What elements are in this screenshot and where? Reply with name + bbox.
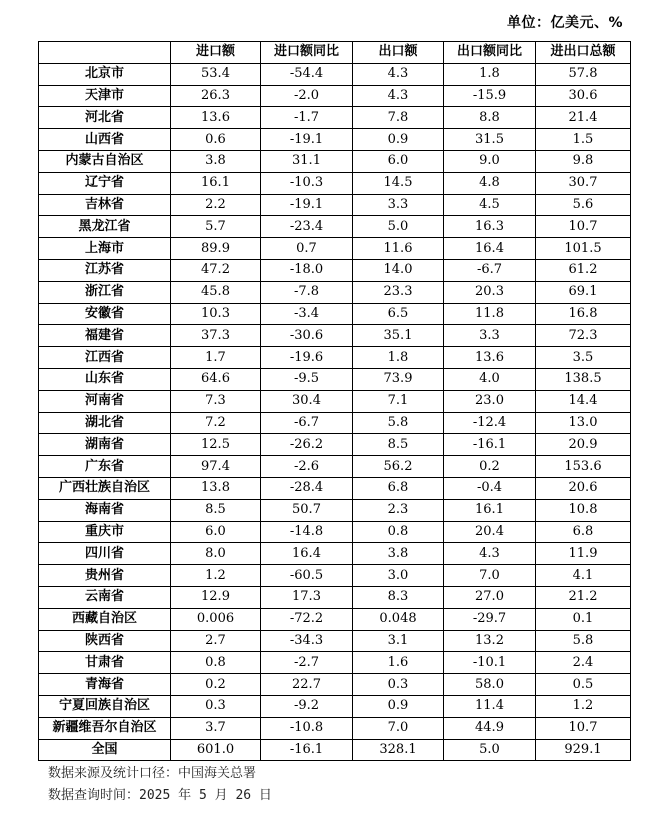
cell-region: 江苏省 — [39, 259, 171, 281]
header-export-yoy: 出口额同比 — [444, 42, 536, 64]
cell-region: 吉林省 — [39, 194, 171, 216]
cell-export-yoy: 11.4 — [444, 695, 536, 717]
table-row — [39, 194, 631, 216]
cell-export-yoy: 58.0 — [444, 674, 536, 696]
table-row — [39, 238, 631, 260]
cell-export-yoy: -0.4 — [444, 477, 536, 499]
cell-total: 9.8 — [536, 150, 631, 172]
cell-export-yoy: 44.9 — [444, 717, 536, 739]
cell-region: 浙江省 — [39, 281, 171, 303]
cell-import-yoy: -2.0 — [261, 85, 353, 107]
header-total: 进出口总额 — [536, 42, 631, 64]
cell-export: 56.2 — [353, 456, 444, 478]
table-row — [39, 434, 631, 456]
table-row — [39, 63, 631, 85]
cell-region: 贵州省 — [39, 565, 171, 587]
cell-import: 3.7 — [171, 717, 261, 739]
cell-export-yoy: 1.8 — [444, 63, 536, 85]
cell-export: 3.8 — [353, 543, 444, 565]
header-import: 进口额 — [171, 42, 261, 64]
cell-region: 宁夏回族自治区 — [39, 695, 171, 717]
cell-export-yoy: 4.0 — [444, 368, 536, 390]
cell-import: 7.2 — [171, 412, 261, 434]
cell-import-yoy: -2.6 — [261, 456, 353, 478]
cell-import: 45.8 — [171, 281, 261, 303]
cell-import-yoy: 16.4 — [261, 543, 353, 565]
cell-export: 3.0 — [353, 565, 444, 587]
cell-export: 4.3 — [353, 63, 444, 85]
cell-import: 89.9 — [171, 238, 261, 260]
table-row — [39, 347, 631, 369]
cell-region: 上海市 — [39, 238, 171, 260]
cell-import: 0.8 — [171, 652, 261, 674]
cell-import-yoy: -19.6 — [261, 347, 353, 369]
cell-region: 安徽省 — [39, 303, 171, 325]
table-body — [39, 63, 631, 761]
cell-import-yoy: 31.1 — [261, 150, 353, 172]
cell-export-yoy: 23.0 — [444, 390, 536, 412]
cell-import-yoy: -34.3 — [261, 630, 353, 652]
cell-import: 47.2 — [171, 259, 261, 281]
cell-import-yoy: -6.7 — [261, 412, 353, 434]
table-row — [39, 499, 631, 521]
cell-import: 16.1 — [171, 172, 261, 194]
cell-export-yoy: 20.3 — [444, 281, 536, 303]
cell-region: 山东省 — [39, 368, 171, 390]
cell-export: 328.1 — [353, 739, 444, 761]
header-export: 出口额 — [353, 42, 444, 64]
table-row — [39, 674, 631, 696]
cell-export-yoy: 27.0 — [444, 586, 536, 608]
footnotes — [48, 763, 272, 807]
cell-export: 0.048 — [353, 608, 444, 630]
cell-total: 5.8 — [536, 630, 631, 652]
table-row — [39, 608, 631, 630]
query-time-note: 数据查询时间：2025 年 5 月 26 日 — [48, 788, 272, 803]
cell-export: 5.8 — [353, 412, 444, 434]
cell-region: 福建省 — [39, 325, 171, 347]
cell-export-yoy: 9.0 — [444, 150, 536, 172]
trade-table — [38, 41, 631, 761]
cell-import-yoy: -9.5 — [261, 368, 353, 390]
cell-import-yoy: -14.8 — [261, 521, 353, 543]
cell-export-yoy: -6.7 — [444, 259, 536, 281]
cell-import-yoy: 17.3 — [261, 586, 353, 608]
cell-import: 13.6 — [171, 107, 261, 129]
cell-region: 辽宁省 — [39, 172, 171, 194]
cell-export-yoy: 16.4 — [444, 238, 536, 260]
cell-export-yoy: -10.1 — [444, 652, 536, 674]
cell-region: 云南省 — [39, 586, 171, 608]
cell-total: 69.1 — [536, 281, 631, 303]
cell-export: 6.5 — [353, 303, 444, 325]
cell-region: 新疆维吾尔自治区 — [39, 717, 171, 739]
cell-export-yoy: -12.4 — [444, 412, 536, 434]
table-row — [39, 695, 631, 717]
cell-export-yoy: 7.0 — [444, 565, 536, 587]
cell-region: 河北省 — [39, 107, 171, 129]
cell-import: 8.5 — [171, 499, 261, 521]
cell-export-yoy: 16.1 — [444, 499, 536, 521]
cell-total: 0.1 — [536, 608, 631, 630]
header-region — [39, 42, 171, 64]
cell-total: 0.5 — [536, 674, 631, 696]
cell-export: 8.3 — [353, 586, 444, 608]
cell-import: 97.4 — [171, 456, 261, 478]
cell-import-yoy: -30.6 — [261, 325, 353, 347]
cell-region: 陕西省 — [39, 630, 171, 652]
table-row — [39, 85, 631, 107]
table-row — [39, 368, 631, 390]
table-row — [39, 281, 631, 303]
cell-export: 6.8 — [353, 477, 444, 499]
cell-import: 5.7 — [171, 216, 261, 238]
cell-total: 2.4 — [536, 652, 631, 674]
cell-total: 3.5 — [536, 347, 631, 369]
cell-region: 甘肃省 — [39, 652, 171, 674]
cell-total: 929.1 — [536, 739, 631, 761]
cell-export: 1.6 — [353, 652, 444, 674]
cell-import-yoy: -19.1 — [261, 194, 353, 216]
cell-import-yoy: -7.8 — [261, 281, 353, 303]
cell-region: 内蒙古自治区 — [39, 150, 171, 172]
cell-export: 35.1 — [353, 325, 444, 347]
cell-import: 64.6 — [171, 368, 261, 390]
cell-total: 21.2 — [536, 586, 631, 608]
cell-import-yoy: -54.4 — [261, 63, 353, 85]
header-import-yoy: 进口额同比 — [261, 42, 353, 64]
cell-total: 6.8 — [536, 521, 631, 543]
cell-export: 7.0 — [353, 717, 444, 739]
cell-import: 0.3 — [171, 695, 261, 717]
cell-total: 153.6 — [536, 456, 631, 478]
cell-region: 青海省 — [39, 674, 171, 696]
cell-export: 3.1 — [353, 630, 444, 652]
cell-import: 2.2 — [171, 194, 261, 216]
cell-import: 37.3 — [171, 325, 261, 347]
table-row — [39, 150, 631, 172]
cell-export-yoy: -29.7 — [444, 608, 536, 630]
cell-export: 0.9 — [353, 695, 444, 717]
cell-total: 10.7 — [536, 717, 631, 739]
table-row — [39, 477, 631, 499]
table-row — [39, 107, 631, 129]
cell-import: 3.8 — [171, 150, 261, 172]
cell-export: 5.0 — [353, 216, 444, 238]
cell-import: 6.0 — [171, 521, 261, 543]
cell-export: 73.9 — [353, 368, 444, 390]
table-header-row — [39, 42, 631, 64]
cell-import: 13.8 — [171, 477, 261, 499]
table-row — [39, 303, 631, 325]
cell-total: 138.5 — [536, 368, 631, 390]
table-row — [39, 565, 631, 587]
cell-export-yoy: -15.9 — [444, 85, 536, 107]
cell-import: 0.006 — [171, 608, 261, 630]
cell-total: 30.7 — [536, 172, 631, 194]
cell-export: 0.8 — [353, 521, 444, 543]
cell-import: 0.2 — [171, 674, 261, 696]
cell-import-yoy: -72.2 — [261, 608, 353, 630]
cell-export-yoy: -16.1 — [444, 434, 536, 456]
cell-total: 20.9 — [536, 434, 631, 456]
cell-export-yoy: 31.5 — [444, 129, 536, 151]
table-row — [39, 521, 631, 543]
cell-import: 1.7 — [171, 347, 261, 369]
cell-import-yoy: -1.7 — [261, 107, 353, 129]
table-row — [39, 739, 631, 761]
cell-export: 1.8 — [353, 347, 444, 369]
cell-total: 61.2 — [536, 259, 631, 281]
cell-export-yoy: 16.3 — [444, 216, 536, 238]
cell-total: 13.0 — [536, 412, 631, 434]
cell-total: 10.8 — [536, 499, 631, 521]
cell-export-yoy: 13.2 — [444, 630, 536, 652]
cell-region: 广东省 — [39, 456, 171, 478]
cell-export-yoy: 0.2 — [444, 456, 536, 478]
table-row — [39, 259, 631, 281]
cell-total: 5.6 — [536, 194, 631, 216]
cell-import-yoy: 22.7 — [261, 674, 353, 696]
cell-import-yoy: -19.1 — [261, 129, 353, 151]
table-row — [39, 630, 631, 652]
cell-export: 14.5 — [353, 172, 444, 194]
source-note: 数据来源及统计口径：中国海关总署 — [48, 766, 257, 781]
cell-export: 0.3 — [353, 674, 444, 696]
cell-import: 10.3 — [171, 303, 261, 325]
cell-export-yoy: 4.5 — [444, 194, 536, 216]
cell-export: 11.6 — [353, 238, 444, 260]
cell-import: 12.9 — [171, 586, 261, 608]
cell-total: 57.8 — [536, 63, 631, 85]
cell-import: 26.3 — [171, 85, 261, 107]
cell-export-yoy: 8.8 — [444, 107, 536, 129]
cell-total: 11.9 — [536, 543, 631, 565]
cell-export-yoy: 3.3 — [444, 325, 536, 347]
cell-total: 4.1 — [536, 565, 631, 587]
cell-region: 湖北省 — [39, 412, 171, 434]
cell-export: 7.8 — [353, 107, 444, 129]
cell-total: 20.6 — [536, 477, 631, 499]
cell-import-yoy: 30.4 — [261, 390, 353, 412]
cell-export-yoy: 4.8 — [444, 172, 536, 194]
cell-import: 2.7 — [171, 630, 261, 652]
cell-import-yoy: 50.7 — [261, 499, 353, 521]
cell-export: 0.9 — [353, 129, 444, 151]
cell-import-yoy: -9.2 — [261, 695, 353, 717]
cell-import: 1.2 — [171, 565, 261, 587]
cell-export: 2.3 — [353, 499, 444, 521]
cell-total: 16.8 — [536, 303, 631, 325]
cell-import-yoy: -23.4 — [261, 216, 353, 238]
table-row — [39, 717, 631, 739]
cell-import-yoy: -60.5 — [261, 565, 353, 587]
cell-total: 21.4 — [536, 107, 631, 129]
table-row — [39, 390, 631, 412]
cell-region: 山西省 — [39, 129, 171, 151]
cell-import-yoy: -10.3 — [261, 172, 353, 194]
cell-total: 14.4 — [536, 390, 631, 412]
cell-import-yoy: -10.8 — [261, 717, 353, 739]
cell-region: 广西壮族自治区 — [39, 477, 171, 499]
cell-region: 海南省 — [39, 499, 171, 521]
cell-total: 101.5 — [536, 238, 631, 260]
table-row — [39, 543, 631, 565]
cell-export-yoy: 4.3 — [444, 543, 536, 565]
unit-label: 单位：亿美元、% — [506, 15, 623, 31]
cell-region: 河南省 — [39, 390, 171, 412]
cell-region: 天津市 — [39, 85, 171, 107]
cell-region: 重庆市 — [39, 521, 171, 543]
cell-total: 1.5 — [536, 129, 631, 151]
cell-total: 1.2 — [536, 695, 631, 717]
cell-export-yoy: 13.6 — [444, 347, 536, 369]
cell-import-yoy: -3.4 — [261, 303, 353, 325]
cell-total: 72.3 — [536, 325, 631, 347]
cell-export: 4.3 — [353, 85, 444, 107]
cell-import-yoy: -26.2 — [261, 434, 353, 456]
cell-region: 北京市 — [39, 63, 171, 85]
cell-total: 10.7 — [536, 216, 631, 238]
cell-export: 7.1 — [353, 390, 444, 412]
cell-region: 江西省 — [39, 347, 171, 369]
cell-region: 西藏自治区 — [39, 608, 171, 630]
cell-export: 8.5 — [353, 434, 444, 456]
cell-export: 23.3 — [353, 281, 444, 303]
cell-import: 7.3 — [171, 390, 261, 412]
cell-import-yoy: -16.1 — [261, 739, 353, 761]
cell-region: 四川省 — [39, 543, 171, 565]
table-row — [39, 412, 631, 434]
cell-export-yoy: 5.0 — [444, 739, 536, 761]
table-row — [39, 456, 631, 478]
cell-import: 601.0 — [171, 739, 261, 761]
table-row — [39, 172, 631, 194]
table-row — [39, 216, 631, 238]
cell-import: 8.0 — [171, 543, 261, 565]
cell-export-yoy: 11.8 — [444, 303, 536, 325]
cell-region: 黑龙江省 — [39, 216, 171, 238]
cell-import-yoy: 0.7 — [261, 238, 353, 260]
cell-import-yoy: -28.4 — [261, 477, 353, 499]
cell-import: 53.4 — [171, 63, 261, 85]
cell-region: 全国 — [39, 739, 171, 761]
cell-import: 0.6 — [171, 129, 261, 151]
table-row — [39, 652, 631, 674]
table-row — [39, 586, 631, 608]
cell-import-yoy: -2.7 — [261, 652, 353, 674]
cell-export-yoy: 20.4 — [444, 521, 536, 543]
cell-region: 湖南省 — [39, 434, 171, 456]
cell-import: 12.5 — [171, 434, 261, 456]
table-row — [39, 325, 631, 347]
cell-total: 30.6 — [536, 85, 631, 107]
cell-export: 3.3 — [353, 194, 444, 216]
cell-export: 6.0 — [353, 150, 444, 172]
table-row — [39, 129, 631, 151]
cell-export: 14.0 — [353, 259, 444, 281]
cell-import-yoy: -18.0 — [261, 259, 353, 281]
